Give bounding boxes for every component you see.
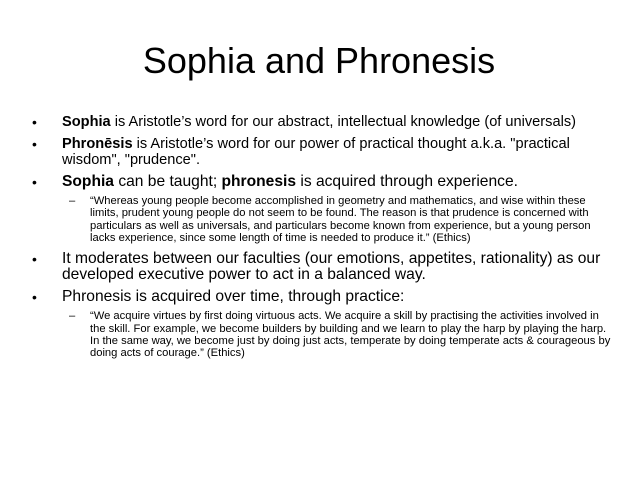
- slide-content: [32, 114, 612, 366]
- bullet-marker: •: [32, 173, 37, 190]
- dash-marker: –: [69, 310, 76, 323]
- quote-text: “We acquire virtues by first doing virtuous acts. We acquire a skill by practising the activities involved in the skill. For example, we become builders by building and we learn to play the harp by playing the harp. In the same way, we become just by doing just acts, temperate by doing temperate acts & courageous by doing acts of courage.” (Ethics): [90, 310, 611, 360]
- term-sophia: Sophia: [62, 114, 111, 130]
- sub-bullet-ethics-quote-virtues: [32, 310, 612, 360]
- bullet-text: Phronesis is acquired over time, through practice:: [62, 287, 405, 305]
- term-sophia: Sophia: [62, 172, 114, 190]
- bullet-phronesis-definition: [32, 136, 612, 169]
- bullet-taught-vs-experience: [32, 174, 612, 191]
- bullet-text: is acquired through experience.: [296, 172, 518, 190]
- term-phronesis: Phronēsis: [62, 135, 133, 152]
- slide-title: Sophia and Phronesis: [142, 40, 496, 81]
- bullet-sophia-definition: [32, 114, 612, 131]
- bullet-marker: •: [32, 288, 37, 305]
- term-phronesis: phronesis: [221, 172, 297, 190]
- bullet-moderates-faculties: [32, 251, 612, 284]
- bullet-text: can be taught;: [113, 172, 222, 190]
- bullet-text: It moderates between our faculties (our emotions, appetites, rationality) as our developed executive power to act in a balanced way.: [62, 249, 601, 284]
- sub-bullet-ethics-quote-prudence: [32, 195, 612, 245]
- bullet-acquired-through-practice: [32, 289, 612, 306]
- dash-marker: –: [69, 195, 76, 207]
- bullet-marker: •: [32, 114, 37, 130]
- bullet-text: is Aristotle’s word for our power of practical thought a.k.a. "practical wisdom", "prudence".: [62, 135, 570, 168]
- quote-text: “Whereas young people become accomplished in geometry and mathematics, and wise within these limits, prudent young people do not seem to be found. The reason is that prudence is concerned with particulars as well as universals, and particulars become known from experience, but a young person lacks experience, since some length of time is needed to produce it.” (Ethics): [90, 195, 591, 245]
- bullet-marker: •: [32, 135, 37, 152]
- bullet-text: is Aristotle’s word for our abstract, intellectual knowledge (of universals): [110, 114, 576, 130]
- bullet-marker: •: [32, 250, 37, 267]
